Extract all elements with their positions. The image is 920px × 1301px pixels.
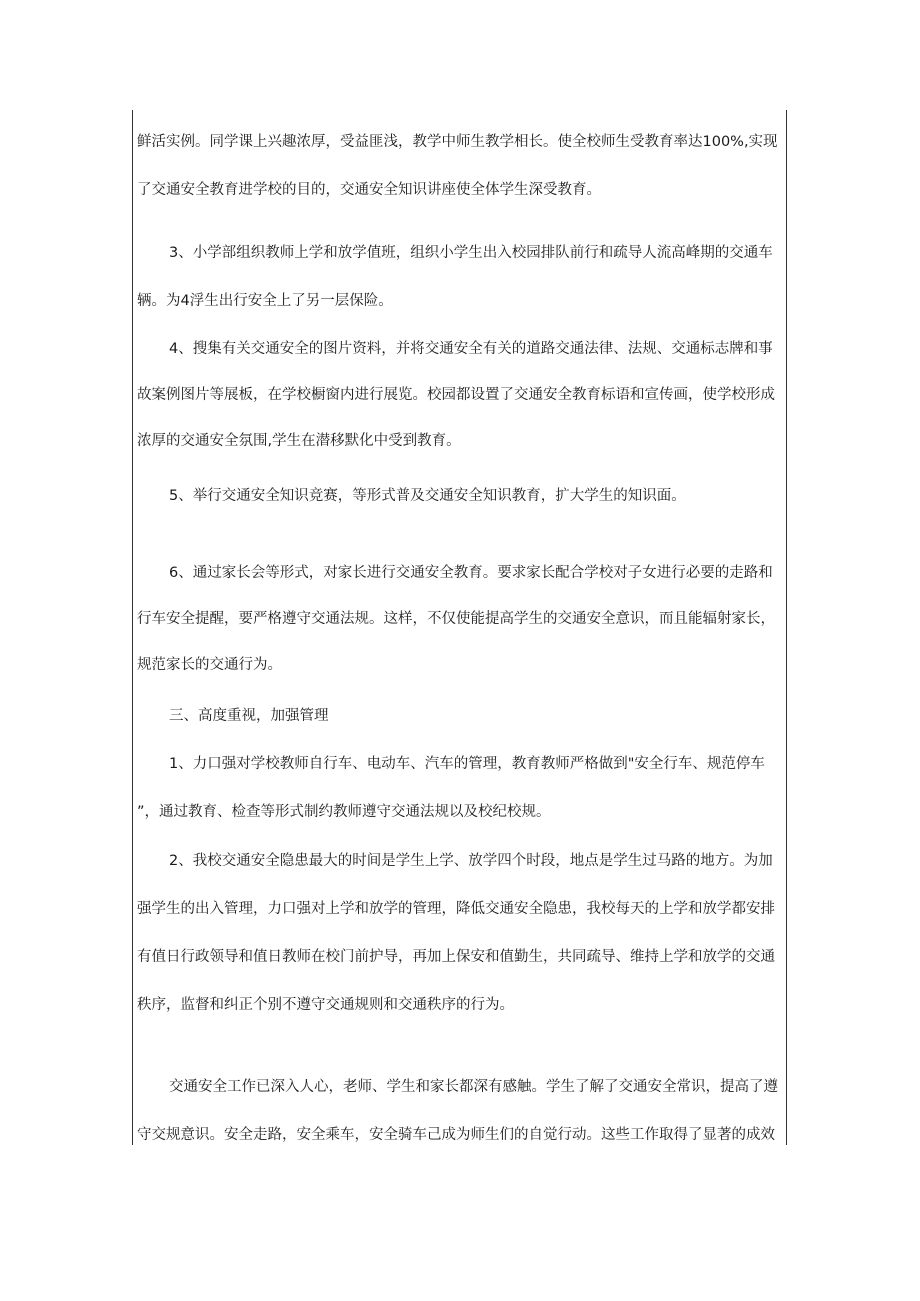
- text-line: ”，通过教育、检查等形式制约教师遵守交通法规以及校纪校规。: [137, 804, 551, 820]
- text-line: 有值日行政领导和值日教师在校门前护导，再加上保安和值勤生，共同疏导、维持上学和放学的交通: [137, 949, 775, 965]
- text-line: 了交通安全教育进学校的目的，交通安全知识讲座使全体学生深受教育。: [137, 182, 601, 198]
- text-line: 1、力口强对学校教师自行车、电动车、汽车的管理，教育教师严格做到"安全行车、规范停车: [169, 756, 765, 772]
- text-line: 3、小学部组织教师上学和放学值班，组织小学生出入校园排队前行和疏导人流高峰期的交通车: [169, 245, 773, 261]
- text-line: 辆。为4浮生出行安全上了另一层保险。: [137, 293, 393, 309]
- text-line: 守交规意识。安全走路，安全乘车，安全骑车己成为师生们的自觉行动。这些工作取得了显著的成效: [137, 1127, 775, 1143]
- text-line: 4、搜集有关交通安全的图片资料，并将交通安全有关的道路交通法律、法规、交通标志牌和事: [169, 341, 773, 357]
- text-line: 6、通过家长会等形式，对家长进行交通安全教育。要求家长配合学校对子女进行必要的走路和: [169, 565, 773, 581]
- text-line: 鲜活实例。同学课上兴趣浓厚，受益匪浅，教学中师生教学相长。使全校师生受教育率达100%,实现: [137, 134, 778, 150]
- document-frame: [132, 110, 787, 1145]
- text-line: 秩序，监督和纠正个别不遵守交通规则和交通秩序的行为。: [137, 997, 514, 1013]
- text-line: 强学生的出入管理，力口强对上学和放学的管理，降低交通安全隐患，我校每天的上学和放学都安排: [137, 901, 775, 917]
- section-heading: 三、高度重视，加强管理: [169, 708, 329, 724]
- frame-left-border: [132, 110, 133, 1145]
- text-line: 5、举行交通安全知识竞赛，等形式普及交通安全知识教育，扩大学生的知识面。: [169, 488, 686, 504]
- text-line: 行车安全提醒，要严格遵守交通法规。这样，不仅使能提高学生的交通安全意识，而且能辐射家长，: [137, 611, 775, 627]
- text-line: 浓厚的交通安全氛围,学生在潜移默化中受到教育。: [137, 433, 461, 449]
- text-line: 规范家长的交通行为。: [137, 657, 282, 673]
- frame-right-border: [786, 110, 787, 1145]
- text-line: 2、我校交通安全隐患最大的时间是学生上学、放学四个时段，地点是学生过马路的地方。为加: [169, 853, 773, 869]
- text-line: 交通安全工作已深入人心，老师、学生和家长都深有感触。学生了解了交通安全常识，提高了遵: [169, 1079, 778, 1095]
- text-line: 故案例图片等展板，在学校橱窗内进行展览。校园都设置了交通安全教育标语和宣传画，使学校形成: [137, 387, 775, 403]
